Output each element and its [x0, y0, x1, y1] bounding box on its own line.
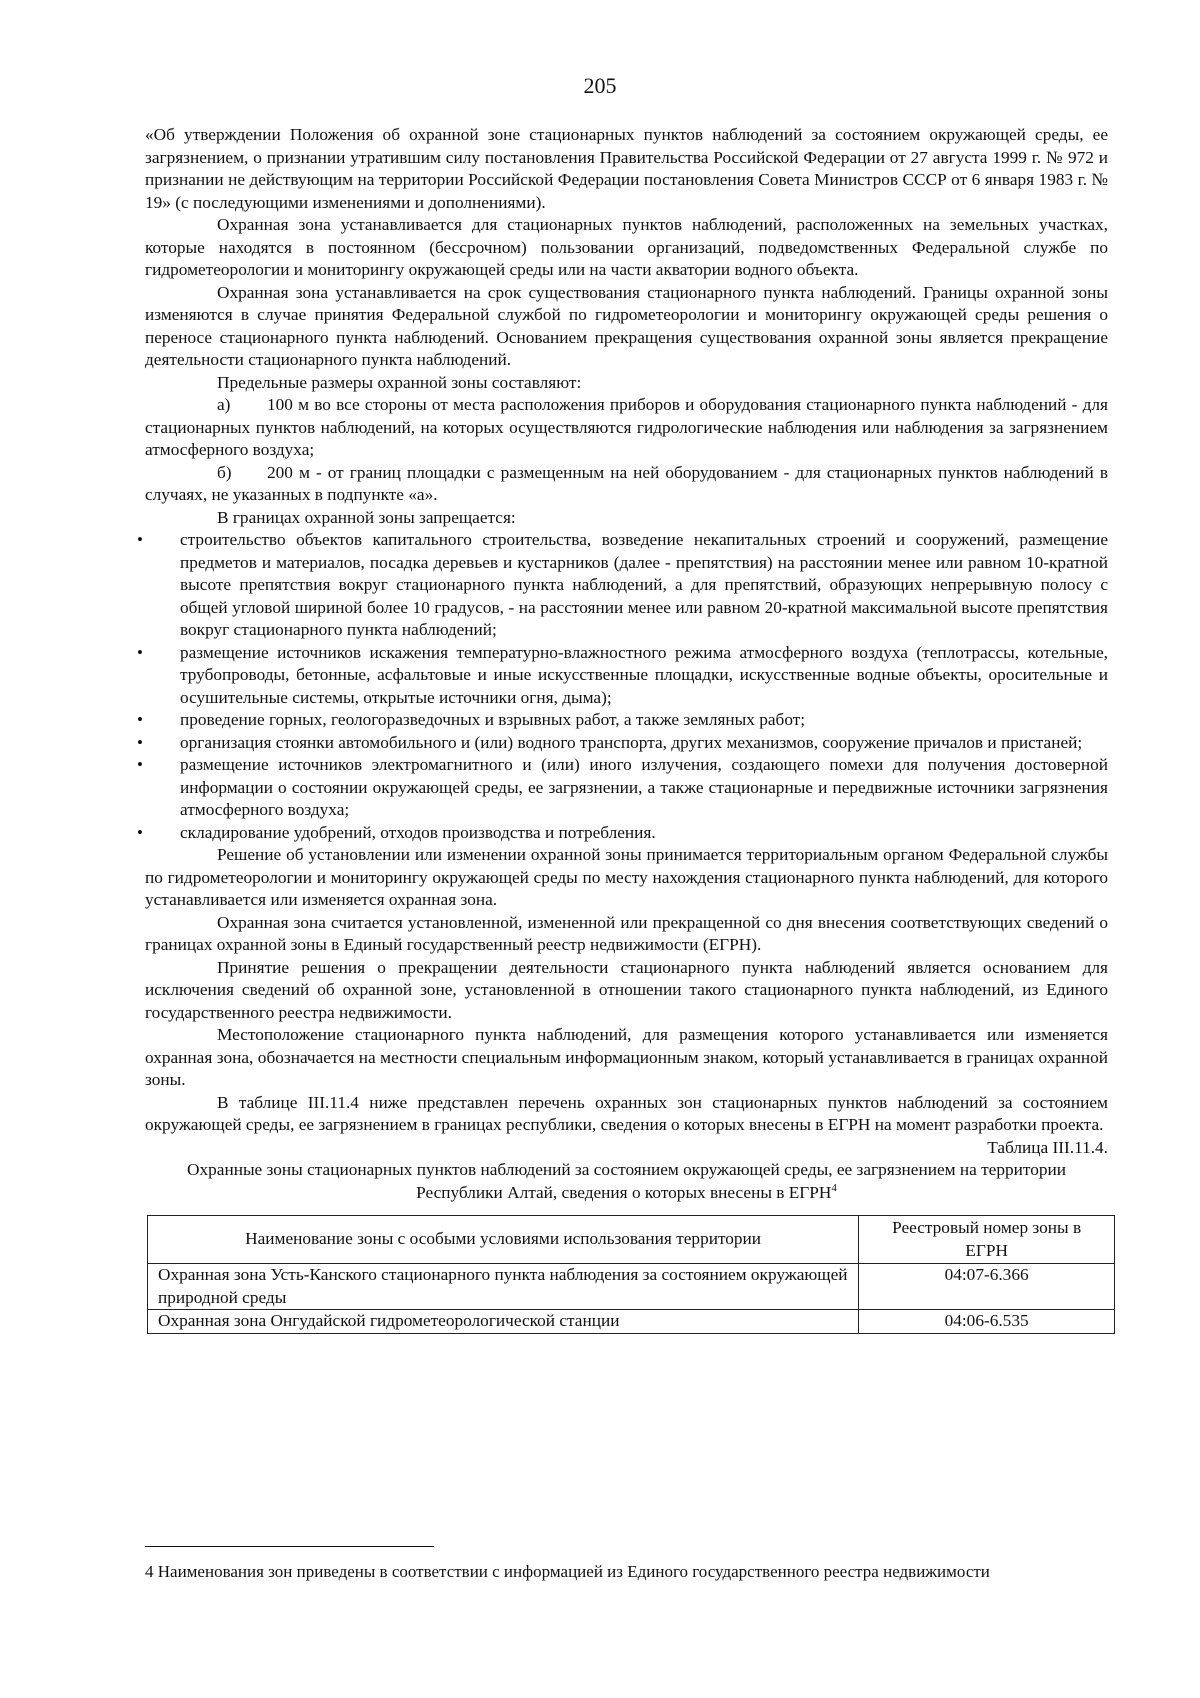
table-row	[148, 1310, 1115, 1334]
paragraph: «Об утверждении Положения об охранной зоне стационарных пунктов наблюдений за состоянием окружающей среды, ее загрязнением, о признании утратившим силу постановления Правительства Российской Федерации от 27 августа 1999 г. № 972 и признании не действующим на территории Российской Федерации постановления Совета Министров СССР от 6 января 1983 г. № 19» (с последующими изменениями и дополнениями).	[145, 125, 1108, 212]
list-item	[137, 754, 1108, 822]
bullet-icon: •	[137, 530, 143, 549]
paragraph: Охранная зона устанавливается для стационарных пунктов наблюдений, расположенных на земельных участках, которые находятся в постоянном (бессрочном) пользовании организаций, подведомственных Федеральной службе по гидрометеорологии и мониторингу окружающей среды или на части акватории водного объекта.	[145, 215, 1108, 279]
table-cell-zone-name: Охранная зона Онгудайской гидрометеорологической станции	[148, 1310, 859, 1334]
table-header-row	[148, 1216, 1115, 1264]
list-item-text: проведение горных, геологоразведочных и взрывных работ, а также земляных работ;	[180, 710, 806, 729]
paragraph: Охранная зона устанавливается на срок существования стационарного пункта наблюдений. Границы охранной зоны изменяются в случае принятия Федеральной службой по гидрометеорологии и мониторингу окружающей среды решения о переносе стационарного пункта наблюдений. Основанием прекращения существования охранной зоны является прекращение деятельности стационарного пункта наблюдений.	[145, 282, 1108, 369]
table-cell-zone-name: Охранная зона Усть-Канского стационарного пункта наблюдения за состоянием окружающей природной среды	[148, 1264, 859, 1310]
table-cell-registry-number: 04:07-6.366	[859, 1264, 1115, 1310]
list-item-text: размещение источников электромагнитного и (или) иного излучения, создающего помехи для получения достоверной информации о состоянии окружающей среды, ее загрязнении, а также стационарные и передвижные источники загрязнения атмосферного воздуха;	[180, 755, 1108, 819]
footnote-separator	[145, 1546, 434, 1547]
list-item	[137, 709, 1108, 732]
list-item-text: организация стоянки автомобильного и (или) водного транспорта, других механизмов, сооружение причалов и пристаней;	[180, 732, 1083, 752]
list-item	[137, 732, 1108, 755]
footnote-mark: 4	[831, 1181, 837, 1194]
paragraph: В таблице III.11.4 ниже представлен перечень охранных зон стационарных пунктов наблюдений за состоянием окружающей среды, ее загрязнением в границах республики, сведения о которых внесены в ЕГРН на момент разработки проекта.	[145, 1092, 1108, 1134]
list-item	[137, 642, 1108, 710]
bullet-icon: •	[137, 732, 143, 752]
column-header-zone-name: Наименование зоны с особыми условиями использования территории	[148, 1216, 859, 1264]
paragraph: Предельные размеры охранной зоны составляют:	[217, 372, 582, 392]
list-item-text: строительство объектов капитального строительства, возведение некапитальных строений и сооружений, размещение предметов и материалов, посадка деревьев и кустарников (далее - препятствия) на расстоянии менее или равном 10-кратной высоте препятствия вокруг стационарного пункта наблюдений, а для препятствий, образующих непрерывную полосу с общей угловой шириной более 10 градусов, - на расстоянии менее или равном 20-кратной максимальной высоте препятствия вокруг стационарного пункта наблюдений;	[180, 530, 1108, 639]
table-cell-registry-number: 04:06-6.535	[859, 1310, 1115, 1334]
bullet-icon: •	[137, 822, 143, 842]
list-item	[137, 529, 1108, 642]
sub-item-b	[145, 462, 1108, 507]
bullet-icon: •	[137, 755, 143, 774]
paragraph: Принятие решения о прекращении деятельности стационарного пункта наблюдений является основанием для исключения сведений об охранной зоне, установленной в отношении такого стационарного пункта наблюдений, из Единого государственного реестра недвижимости.	[145, 957, 1108, 1022]
column-header-registry-number: Реестровый номер зоны в ЕГРН	[859, 1216, 1115, 1264]
table-row	[148, 1264, 1115, 1310]
table-title-text: Охранные зоны стационарных пунктов наблюдений за состоянием окружающей среды, ее загрязнением на территории Республики Алтай, сведения о которых внесены в ЕГРН	[187, 1160, 1066, 1202]
sub-item-text: 100 м во все стороны от места расположения приборов и оборудования стационарного пункта наблюдений - для стационарных пунктов наблюдений, на которых осуществляются гидрологические наблюдения или наблюдения за загрязнением атмосферного воздуха;	[145, 395, 1108, 459]
paragraph: Решение об установлении или изменении охранной зоны принимается территориальным органом Федеральной службы по гидрометеорологии и мониторингу окружающей среды по месту нахождения стационарного пункта наблюдений, для которого устанавливается или изменяется охранная зона.	[145, 845, 1108, 909]
list-item	[137, 822, 1108, 845]
prohibited-heading: В границах охранной зоны запрещается:	[217, 507, 516, 527]
bullet-icon: •	[137, 642, 143, 662]
table-title	[145, 1159, 1108, 1204]
prohibited-list	[137, 529, 1108, 844]
list-item-text: размещение источников искажения температурно-влажностного режима атмосферного воздуха (теплотрассы, котельные, трубопроводы, бетонные, асфальтовые и иные искусственные площадки, искусственные водные объекты, оросительные и осушительные системы, открытые источники огня, дыма);	[180, 642, 1108, 707]
table-number: Таблица III.11.4.	[987, 1137, 1108, 1157]
paragraph: Местоположение стационарного пункта наблюдений, для размещения которого устанавливается или изменяется охранная зона, обозначается на местности специальным информационным знаком, который устанавливается в границах охранной зоны.	[145, 1025, 1108, 1089]
list-item-text: складирование удобрений, отходов производства и потребления.	[180, 822, 656, 842]
bullet-icon: •	[137, 710, 143, 729]
paragraph: Охранная зона считается установленной, измененной или прекращенной со дня внесения соответствующих сведений о границах охранной зоны в Единый государственный реестр недвижимости (ЕГРН).	[145, 912, 1108, 954]
document-body	[137, 124, 1108, 1334]
sub-item-a	[145, 394, 1108, 462]
sub-item-letter: а)	[217, 395, 231, 414]
footnote: 4 Наименования зон приведены в соответствии с информацией из Единого государственного реестра недвижимости	[145, 1562, 990, 1581]
page-number: 205	[583, 73, 617, 98]
sub-item-letter: б)	[217, 462, 232, 482]
zones-table	[147, 1215, 1115, 1334]
sub-item-text: 200 м - от границ площадки с размещенным на ней оборудованием - для стационарных пунктов наблюдений в случаях, не указанных в подпункте «а».	[145, 462, 1108, 504]
